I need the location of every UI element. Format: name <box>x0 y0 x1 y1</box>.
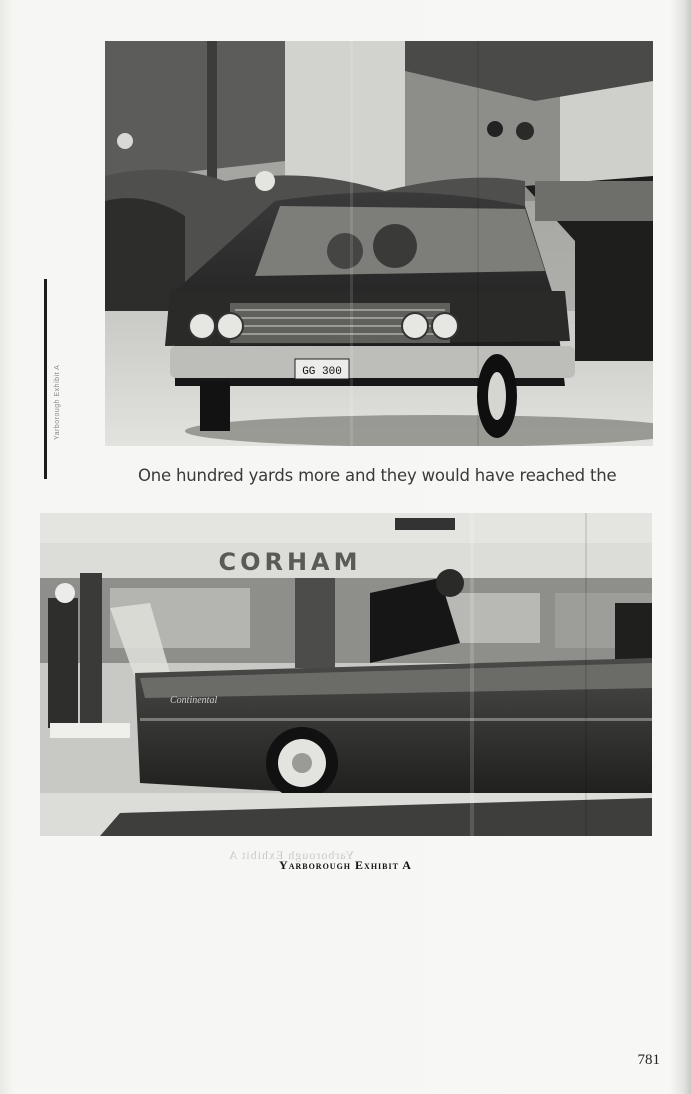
license-plate-text: GG 300 <box>302 366 342 378</box>
margin-bar <box>44 279 47 479</box>
motorcade-side-photo <box>40 513 652 836</box>
motorcade-front-image <box>105 41 653 446</box>
car-script-text: Continental <box>170 695 218 706</box>
motorcade-side-image <box>40 513 652 836</box>
page-number: 781 <box>637 1052 660 1068</box>
bleed-through-text: Yarborough Exhibit A <box>228 848 355 862</box>
exhibit-label: Yarborough Exhibit A <box>279 858 412 872</box>
motorcade-front-photo <box>105 41 653 446</box>
margin-stamp: Yarborough Exhibit A <box>54 364 61 440</box>
photo-caption: One hundred yards more and they would have reached the <box>138 466 617 485</box>
store-sign-text: CORHAM <box>218 548 362 576</box>
